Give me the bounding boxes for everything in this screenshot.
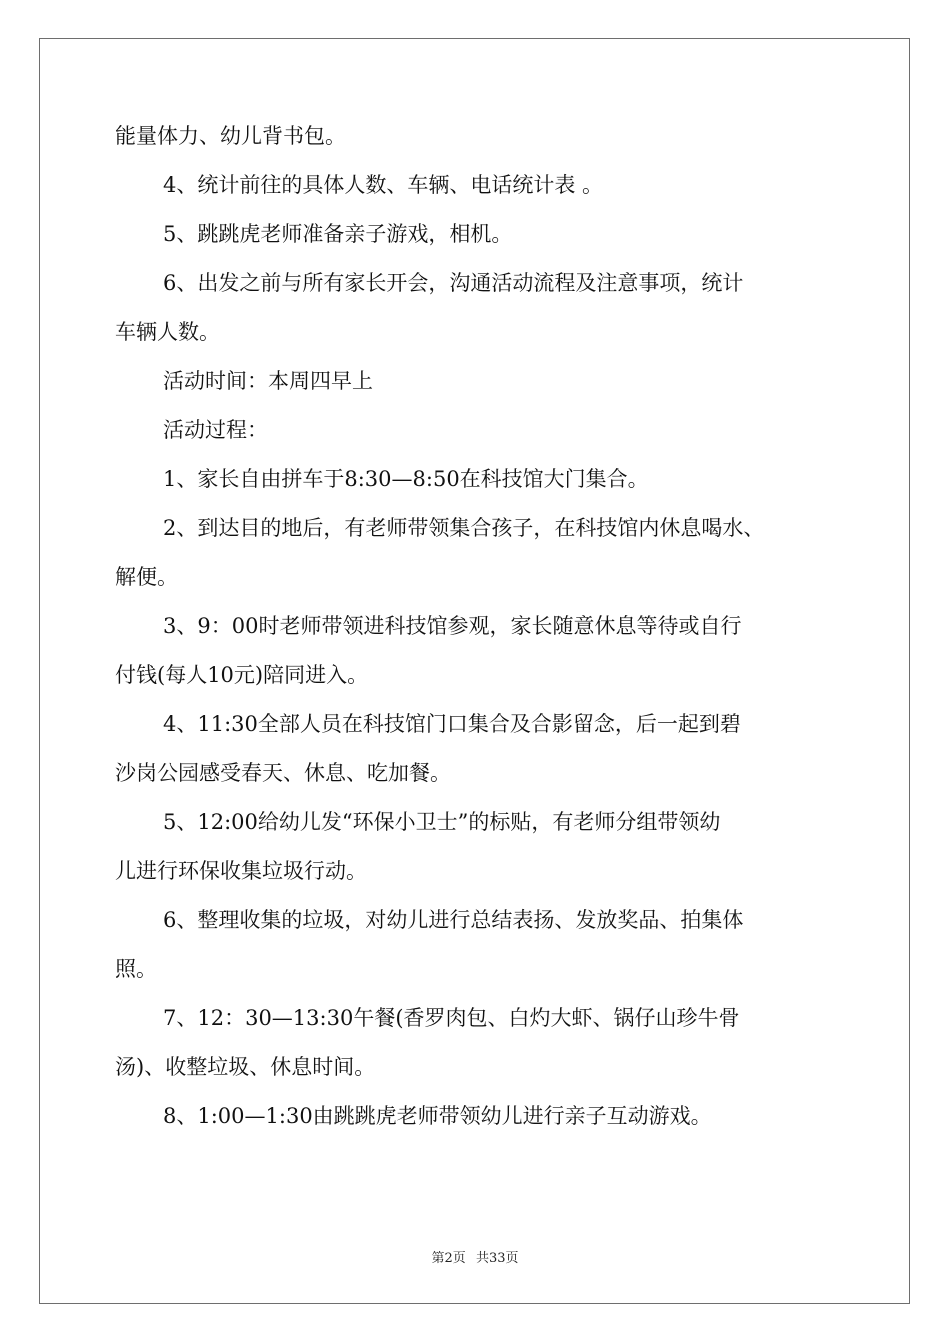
text-line: 活动过程： [163,418,268,442]
page-footer [0,1247,950,1266]
text-line: 1、家长自由拼车于8:30—8:50在科技馆大门集合。 [163,467,649,491]
text-line: 照。 [115,957,157,981]
text-line: 2、到达目的地后，有老师带领集合孩子，在科技馆内休息喝水、 [163,516,765,540]
text-line: 汤)、收整垃圾、休息时间。 [115,1055,376,1079]
text-line: 6、整理收集的垃圾，对幼儿进行总结表扬、发放奖品、拍集体 [163,908,744,932]
text-line: 付钱(每人10元)陪同进入。 [115,663,369,687]
text-line: 解便。 [115,565,178,589]
text-line: 3、9：00时老师带领进科技馆参观，家长随意休息等待或自行 [163,614,742,638]
document-body [115,124,837,1153]
text-line: 活动时间：本周四早上 [163,369,373,393]
page-total: 共33页 [475,1251,519,1266]
text-line: 5、12:00给幼儿发“环保小卫士”的标贴，有老师分组带领幼 [163,810,721,834]
page-number: 第2页 [431,1251,466,1266]
text-line: 儿进行环保收集垃圾行动。 [115,859,367,883]
text-line: 能量体力、幼儿背书包。 [115,124,346,148]
text-line: 6、出发之前与所有家长开会，沟通活动流程及注意事项，统计 [163,271,744,295]
text-line: 4、11:30全部人员在科技馆门口集合及合影留念，后一起到碧 [163,712,741,736]
text-line: 5、跳跳虎老师准备亲子游戏，相机。 [163,222,513,246]
text-line: 7、12：30—13:30午餐(香罗肉包、白灼大虾、锅仔山珍牛骨 [163,1006,740,1030]
text-line: 4、统计前往的具体人数、车辆、电话统计表 。 [163,173,604,197]
text-line: 沙岗公园感受春天、休息、吃加餐。 [115,761,451,785]
text-line: 车辆人数。 [115,320,220,344]
text-line: 8、1:00—1:30由跳跳虎老师带领幼儿进行亲子互动游戏。 [163,1104,712,1128]
